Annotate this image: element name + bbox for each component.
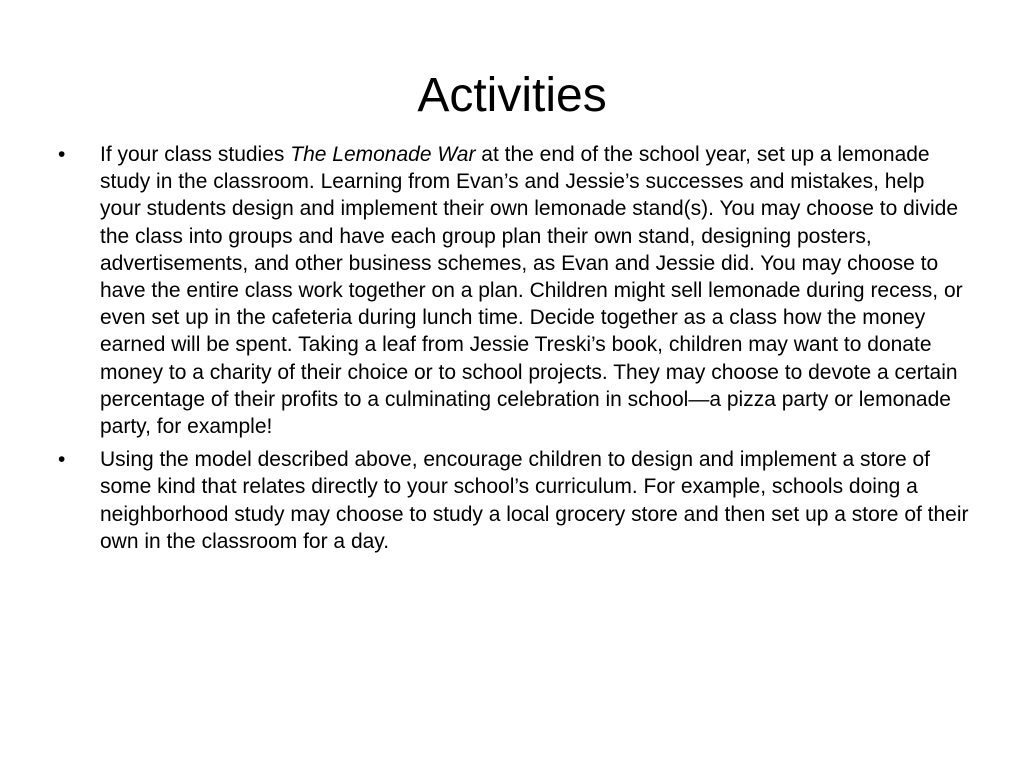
bullet-1-text-start: If your class studies: [100, 143, 291, 166]
bullet-item-2: [58, 446, 970, 555]
slide-title: Activities: [417, 69, 607, 122]
bullet-dot-icon: •: [58, 448, 66, 472]
book-title: The Lemonade War: [290, 143, 476, 166]
bullet-1-text-rest: at the end of the school year, set up a lemonade study in the classroom. Learning from Evan’s and Jessie’s successes and mistakes, help your students design and implement their own lemonade stand(s). You may choose to divide the class into groups and have each group plan their own stand, designing posters, advertisements, and other business schemes, as Evan and Jessie did. You may choose to have the entire class work together on a plan. Children might sell lemonade during recess, or even set up in the cafeteria during lunch time. Decide together as a class how the money earned will be spent. Taking a leaf from Jessie Treski’s book, children may want to donate money to a charity of their choice or to school projects. They may choose to devote a certain percentage of their profits to a culminating celebration in school—a pizza party or lemonade party, for example!: [100, 143, 963, 439]
bullet-2-text: Using the model described above, encourage children to design and implement a store of some kind that relates directly to your school’s curriculum. For example, schools doing a neighborhood study may choose to study a local grocery store and then set up a store of their own in the classroom for a day.: [100, 448, 969, 553]
bullet-dot-icon: •: [58, 143, 66, 166]
bullet-item-1: [58, 141, 970, 440]
bullet-list: [58, 141, 970, 561]
